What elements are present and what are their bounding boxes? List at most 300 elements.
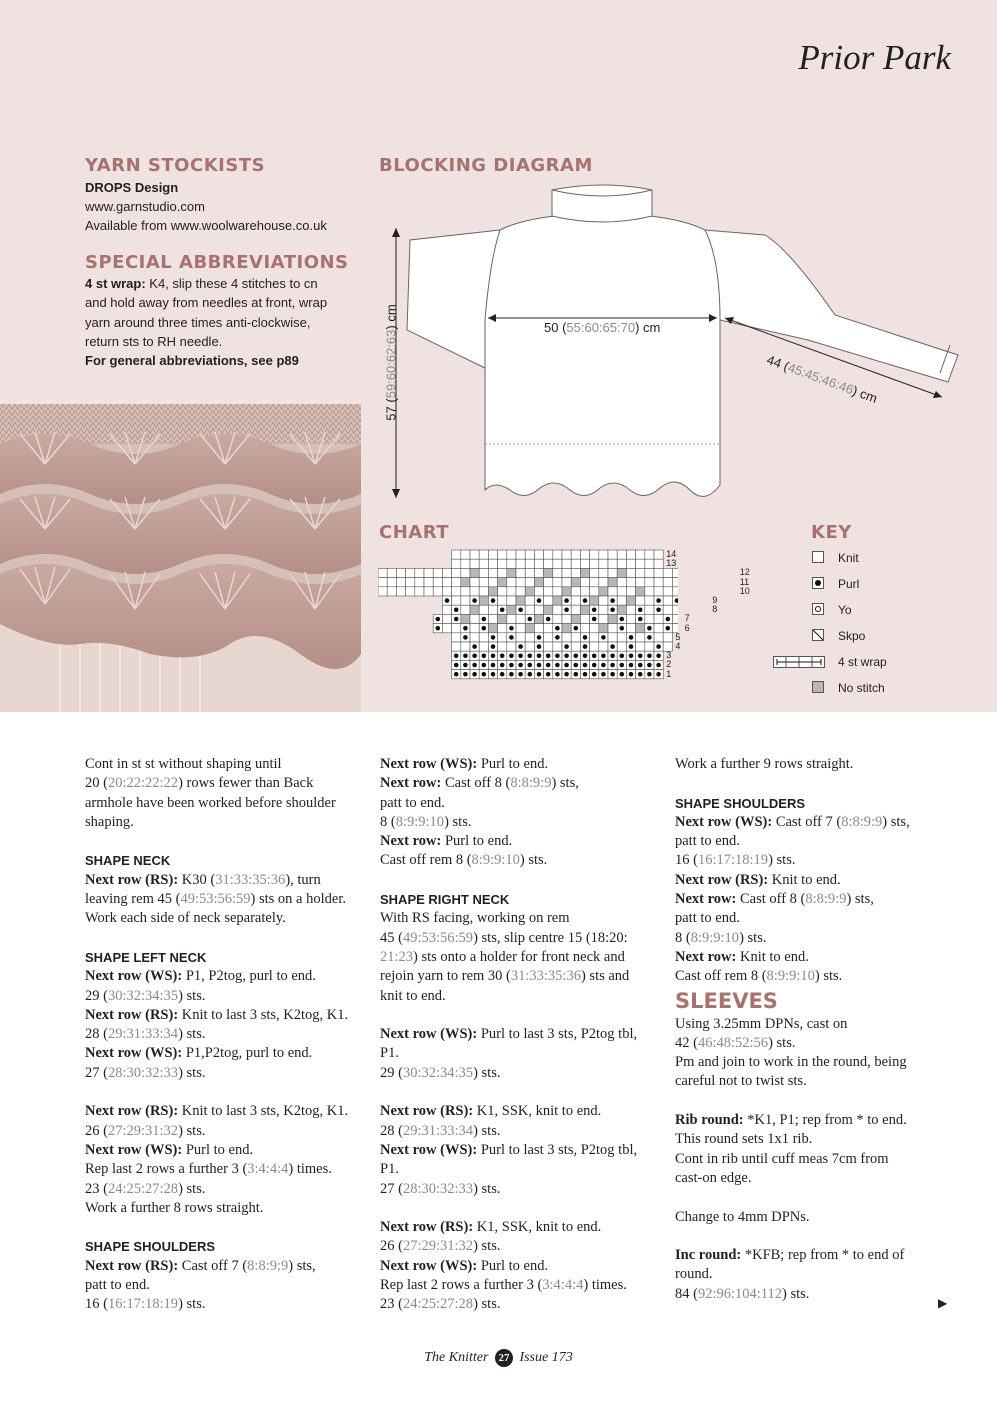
chart-cell (562, 587, 571, 596)
chart-cell (590, 633, 599, 642)
chart-cell (525, 578, 534, 587)
chart-cell (580, 559, 589, 568)
chart-cell (470, 578, 479, 587)
chart-row-label: 7 (684, 613, 690, 624)
purl-dot (610, 608, 615, 613)
line-text: Cont in rib until cuff meas 7cm from (675, 1150, 889, 1167)
chart-cell (498, 568, 507, 577)
chart-cell (442, 568, 451, 577)
chest-pre: 50 ( (544, 320, 567, 335)
body-shape (485, 216, 720, 496)
line-text: 8 ( (675, 929, 691, 946)
purl-dot (537, 644, 542, 649)
chart-cell (470, 568, 479, 577)
chart-cell (461, 596, 470, 605)
instruction-line (380, 813, 665, 832)
chart-row-label: 4 (675, 641, 681, 651)
lace-photo-graphic (0, 404, 361, 712)
line-text-end: ) sts. (178, 1122, 206, 1139)
instruction-line (85, 774, 370, 793)
chart-cell (525, 568, 534, 577)
chart-cell (544, 587, 553, 596)
chart-row-label: 13 (666, 558, 677, 569)
chart-cell (525, 587, 534, 596)
purl-dot (592, 672, 597, 677)
size-values: 30:32:34:35 (402, 1064, 474, 1081)
chart-cell (562, 633, 571, 642)
chart-cell (461, 550, 470, 559)
chart-cell (608, 578, 617, 587)
chart-cell (636, 596, 645, 605)
chart-cell (507, 596, 516, 605)
chart-cell (562, 624, 571, 633)
purl-dot (528, 663, 533, 668)
line-text: *KFB; rep from * to end of (741, 1247, 905, 1264)
chart-cell (626, 587, 635, 596)
line-text: P1. (380, 1161, 399, 1178)
chart-cell (571, 550, 580, 559)
line-text: Change to 4mm DPNs. (675, 1208, 810, 1225)
chart-cell (516, 578, 525, 587)
chart-cell (479, 605, 488, 614)
chart-cell (534, 568, 543, 577)
chart-cell (488, 578, 497, 587)
chart-cell (626, 624, 635, 633)
chart-cell (617, 578, 626, 587)
chart-cell (452, 624, 461, 633)
line-text-end: ) sts, (551, 775, 579, 792)
key-no-stitch: No stitch (838, 681, 885, 695)
purl-dot (629, 663, 634, 668)
purl-dot (656, 672, 661, 677)
chart-cell (498, 559, 507, 568)
purl-dot (537, 654, 542, 659)
right-sleeve-shape (705, 230, 958, 382)
page-number: 27 (495, 1349, 513, 1367)
purl-dot (546, 663, 551, 668)
chart-cell (617, 596, 626, 605)
chart-cell (672, 578, 678, 587)
spacer (380, 871, 665, 890)
chart-cell (544, 596, 553, 605)
instruction-line (380, 1180, 665, 1199)
chart-cell (636, 633, 645, 642)
chart-cell (617, 550, 626, 559)
line-text-end: ) sts. (473, 1296, 501, 1313)
chart-cell (516, 559, 525, 568)
purl-dot (509, 626, 514, 631)
chart-cell (488, 587, 497, 596)
purl-dot (482, 663, 487, 668)
purl-dot (592, 654, 597, 659)
instruction-row (85, 1006, 370, 1025)
chart-cell (442, 614, 451, 623)
chart-cell (488, 550, 497, 559)
purl-dot (666, 626, 671, 631)
purl-dot (583, 635, 588, 640)
purl-dot (620, 663, 625, 668)
chart-cell (571, 605, 580, 614)
chart-row-label: 10 (739, 585, 750, 596)
chart-cell (645, 559, 654, 568)
purl-dot (472, 663, 477, 668)
line-text: Cast off 8 ( (441, 775, 511, 792)
size-values: 27:29:31:32 (107, 1122, 179, 1139)
purl-dot (601, 672, 606, 677)
chart-cell (571, 614, 580, 623)
chart-cell (608, 614, 617, 623)
chart-cell (636, 642, 645, 651)
abbrev-line: K4, slip these 4 stitches to cn (145, 276, 318, 291)
chart-row-label: 12 (739, 567, 750, 578)
chart-cell (525, 550, 534, 559)
chart-cell (442, 624, 451, 633)
chart-cell (553, 559, 562, 568)
chart-heading: CHART (379, 522, 450, 543)
abbrev-line: yarn around three times anti-clockwise, (85, 314, 311, 330)
purl-dot (546, 654, 551, 659)
chart-cell (571, 559, 580, 568)
line-text: Work a further 9 rows straight. (675, 756, 854, 772)
line-text: Cast off 7 ( (178, 1257, 248, 1274)
section-heading: SHAPE SHOULDERS (85, 1239, 216, 1255)
instruction-line (380, 967, 665, 986)
line-text-end: ) sts. (473, 1064, 501, 1081)
chart-cell (498, 624, 507, 633)
chart-cell (608, 550, 617, 559)
chart-cell (479, 587, 488, 596)
chart-cell (645, 568, 654, 577)
pattern-column-1 (85, 755, 370, 1315)
size-values: 8:8:9:9 (510, 775, 552, 792)
purl-dot (620, 617, 625, 622)
key-purl: Purl (838, 577, 860, 591)
line-text: 28 ( (85, 1026, 108, 1043)
section-heading: SHAPE NECK (85, 853, 171, 869)
purl-dot (629, 644, 634, 649)
instruction-line (675, 1130, 960, 1149)
chart-cell (479, 568, 488, 577)
chart-cell (525, 596, 534, 605)
purl-dot (638, 663, 643, 668)
chart-cell (507, 587, 516, 596)
purl-dot (656, 598, 661, 603)
line-text-end: ) sts. (768, 1034, 796, 1051)
chart-cell (553, 587, 562, 596)
instruction-line (380, 1122, 665, 1141)
line-text: armhole have been worked before shoulder (85, 794, 336, 811)
abbrev-term: 4 st wrap: (85, 276, 146, 291)
purl-dot (583, 644, 588, 649)
key-knit: Knit (838, 551, 859, 565)
yarn-availability: Available from www.woolwarehouse.co.uk (85, 218, 327, 233)
chart-cell (590, 568, 599, 577)
size-values: 8:9:9:10 (690, 929, 740, 946)
page-title: Prior Park (798, 38, 951, 77)
chart-cell (626, 568, 635, 577)
purl-dot (463, 626, 468, 631)
line-text-end: ) sts. (473, 1238, 501, 1255)
chart-cell (442, 578, 451, 587)
row-label: Next row (WS): (380, 756, 478, 772)
instruction-row (380, 1141, 665, 1160)
skpo-symbol-icon (812, 629, 824, 641)
spacer (675, 774, 960, 793)
chart-cell (498, 587, 507, 596)
chart-cell (617, 559, 626, 568)
chart-cell (461, 614, 470, 623)
instruction-line (380, 987, 665, 1006)
row-label: Inc round: (675, 1247, 742, 1264)
yarn-brand: DROPS Design (85, 180, 179, 195)
size-values: 16:17:18:19 (697, 852, 769, 869)
instruction-line (380, 1044, 665, 1063)
key-skpo: Skpo (838, 629, 866, 643)
purl-dot (491, 663, 496, 668)
row-label: Next row (WS): (675, 813, 773, 830)
size-values: 27:29:31:32 (402, 1238, 474, 1255)
chart-cell (534, 614, 543, 623)
yarn-site: www.garnstudio.com (85, 199, 205, 214)
instruction-line (85, 1295, 370, 1314)
length-pre: 57 ( (383, 398, 399, 421)
line-text: 29 ( (380, 1064, 403, 1081)
chart-cell (553, 614, 562, 623)
instruction-line (85, 813, 370, 832)
purl-dot (666, 617, 671, 622)
chart-cell (617, 568, 626, 577)
chart-cell (562, 568, 571, 577)
special-abbreviations-heading: SPECIAL ABBREVIATIONS (85, 252, 349, 273)
spacer (675, 1188, 960, 1207)
line-text: Work each side of neck separately. (85, 910, 286, 927)
purl-dot (491, 635, 496, 640)
purl-dot (610, 654, 615, 659)
chart-cell (461, 578, 470, 587)
chart-cell (580, 605, 589, 614)
chart-cell (516, 614, 525, 623)
purl-dot (509, 672, 514, 677)
purl-dot (583, 672, 588, 677)
instruction-line (85, 1122, 370, 1141)
abbrev-line: return sts to RH needle. (85, 333, 223, 349)
chart-row-label: 1 (666, 668, 672, 679)
row-label: Next row (WS): (85, 1141, 183, 1158)
chart-cell (626, 614, 635, 623)
chart-cell (645, 550, 654, 559)
abbrev-block (85, 274, 355, 370)
purl-dot (518, 654, 523, 659)
chart-cell (396, 578, 405, 587)
purl-dot (436, 617, 441, 622)
purl-dot (620, 672, 625, 677)
line-text: patt to end. (675, 910, 740, 927)
purl-dot (454, 654, 459, 659)
chart-cell (396, 568, 405, 577)
purl-dot (509, 635, 514, 640)
row-label: Next row: (675, 891, 737, 908)
chart-cell (507, 568, 516, 577)
key-4-st-wrap: 4 st wrap (838, 655, 887, 669)
chart-cell (645, 642, 654, 651)
chart-cell (452, 633, 461, 642)
purl-dot (537, 672, 542, 677)
purl-dot (601, 663, 606, 668)
chart-cell (636, 624, 645, 633)
chart-cell (636, 559, 645, 568)
chart-cell (599, 550, 608, 559)
chart-cell (516, 587, 525, 596)
purl-dot (546, 617, 551, 622)
instruction-line (85, 1276, 370, 1295)
line-text: Knit to end. (768, 871, 841, 888)
instruction-line (380, 1276, 665, 1295)
chart-cell (442, 587, 451, 596)
instruction-line (85, 909, 370, 928)
purl-dot (537, 663, 542, 668)
purl-dot (472, 644, 477, 649)
chart-cell (507, 605, 516, 614)
sleeve-post: ) cm (850, 383, 880, 406)
chart-cell (396, 587, 405, 596)
chart-cell (590, 550, 599, 559)
chart-cell (488, 624, 497, 633)
purl-dot (463, 672, 468, 677)
chart-cell (654, 559, 663, 568)
chart-cell (580, 550, 589, 559)
purl-dot (436, 626, 441, 631)
key-yo: Yo (838, 603, 852, 617)
line-text: Cast off rem 8 ( (380, 852, 472, 869)
purl-dot (656, 608, 661, 613)
line-text: K1, SSK, knit to end. (473, 1219, 602, 1236)
purl-dot (500, 608, 505, 613)
chart-cell (378, 587, 387, 596)
size-values: 21:23 (380, 948, 414, 965)
chart-cell (599, 605, 608, 614)
line-text: leaving rem 45 ( (85, 891, 181, 908)
chart-cell (590, 559, 599, 568)
continue-arrow-icon: ▶ (938, 1296, 948, 1310)
chart-cell (433, 587, 442, 596)
purl-dot (583, 663, 588, 668)
instruction-row (380, 1257, 665, 1276)
row-label: Next row (RS): (675, 871, 769, 888)
chart-cell (599, 568, 608, 577)
purl-dot (564, 608, 569, 613)
size-values: 31:33:35:36 (215, 871, 286, 888)
chart-cell (433, 568, 442, 577)
instruction-line (380, 851, 665, 870)
line-text: 26 ( (85, 1122, 108, 1139)
purl-dot (555, 635, 560, 640)
chart-cell (498, 614, 507, 623)
chart-cell (470, 614, 479, 623)
pattern-column-3 (675, 755, 960, 1304)
instruction-line (380, 794, 665, 813)
chart-cell (544, 578, 553, 587)
instruction-line (675, 1150, 960, 1169)
purl-dot (647, 626, 652, 631)
line-text-end: ) sts. (178, 1180, 206, 1197)
size-values: 3:4:4:4 (542, 1277, 584, 1294)
instruction-line (85, 794, 370, 813)
chart-cell (663, 596, 672, 605)
purl-dot (564, 672, 569, 677)
chart-cell (479, 642, 488, 651)
instruction-line (675, 851, 960, 870)
chart-cell (488, 568, 497, 577)
chart-cell (452, 642, 461, 651)
chart-cell (479, 578, 488, 587)
chart-cell (636, 578, 645, 587)
instruction-line (380, 929, 665, 948)
purl-dot (463, 635, 468, 640)
length-post: ) cm (383, 304, 399, 330)
chart-cell (553, 605, 562, 614)
chart-cell (534, 587, 543, 596)
purl-dot (656, 654, 661, 659)
instruction-row (675, 1111, 960, 1130)
line-text: 16 ( (85, 1296, 108, 1313)
chart-cell (470, 550, 479, 559)
chart-cell (534, 559, 543, 568)
chart-cell (617, 642, 626, 651)
section-heading: SHAPE SHOULDERS (675, 795, 806, 811)
chart-cell (442, 605, 451, 614)
blocking-diagram (360, 180, 980, 510)
line-text: With RS facing, working on rem (380, 910, 570, 927)
chart-cell (571, 596, 580, 605)
chart-cell (406, 587, 415, 596)
chart-cell (626, 550, 635, 559)
chart-cell (516, 624, 525, 633)
pattern-column-2 (380, 755, 665, 1315)
chart-cell (387, 578, 396, 587)
purl-dot (537, 598, 542, 603)
purl-dot (610, 672, 615, 677)
purl-dot (509, 663, 514, 668)
chart-cell (461, 605, 470, 614)
line-text-end: ) sts, slip centre 15 (18:20: (473, 929, 628, 946)
general-abbrev-ref: For general abbreviations, see p89 (85, 353, 299, 369)
line-text-end: ) sts. (178, 1026, 206, 1043)
blocking-diagram-heading: BLOCKING DIAGRAM (379, 155, 593, 176)
instruction-line (85, 1199, 370, 1218)
size-values: 30:32:34:35 (107, 987, 179, 1004)
line-text: Purl to end. (477, 1257, 549, 1274)
purl-dot (647, 635, 652, 640)
line-text-end: ) sts and (580, 968, 630, 985)
purl-dot (500, 663, 505, 668)
line-text-end: ) sts, (846, 891, 874, 908)
purl-dot (638, 654, 643, 659)
size-values: 31:33:35:36 (510, 968, 581, 985)
row-label: Rib round: (675, 1112, 744, 1129)
purl-dot (638, 617, 643, 622)
purl-dot (592, 608, 597, 613)
chart-cell (479, 559, 488, 568)
size-values: 16:17:18:19 (107, 1296, 179, 1313)
chart-cell (645, 605, 654, 614)
line-text: 23 ( (380, 1296, 403, 1313)
chart-cell (571, 633, 580, 642)
size-values: 46:48:52:56 (697, 1034, 769, 1051)
chart-cell (424, 578, 433, 587)
line-text-end: ) sts. (814, 968, 843, 985)
line-text-end: ) sts. (178, 1064, 206, 1081)
chart-cell (544, 605, 553, 614)
